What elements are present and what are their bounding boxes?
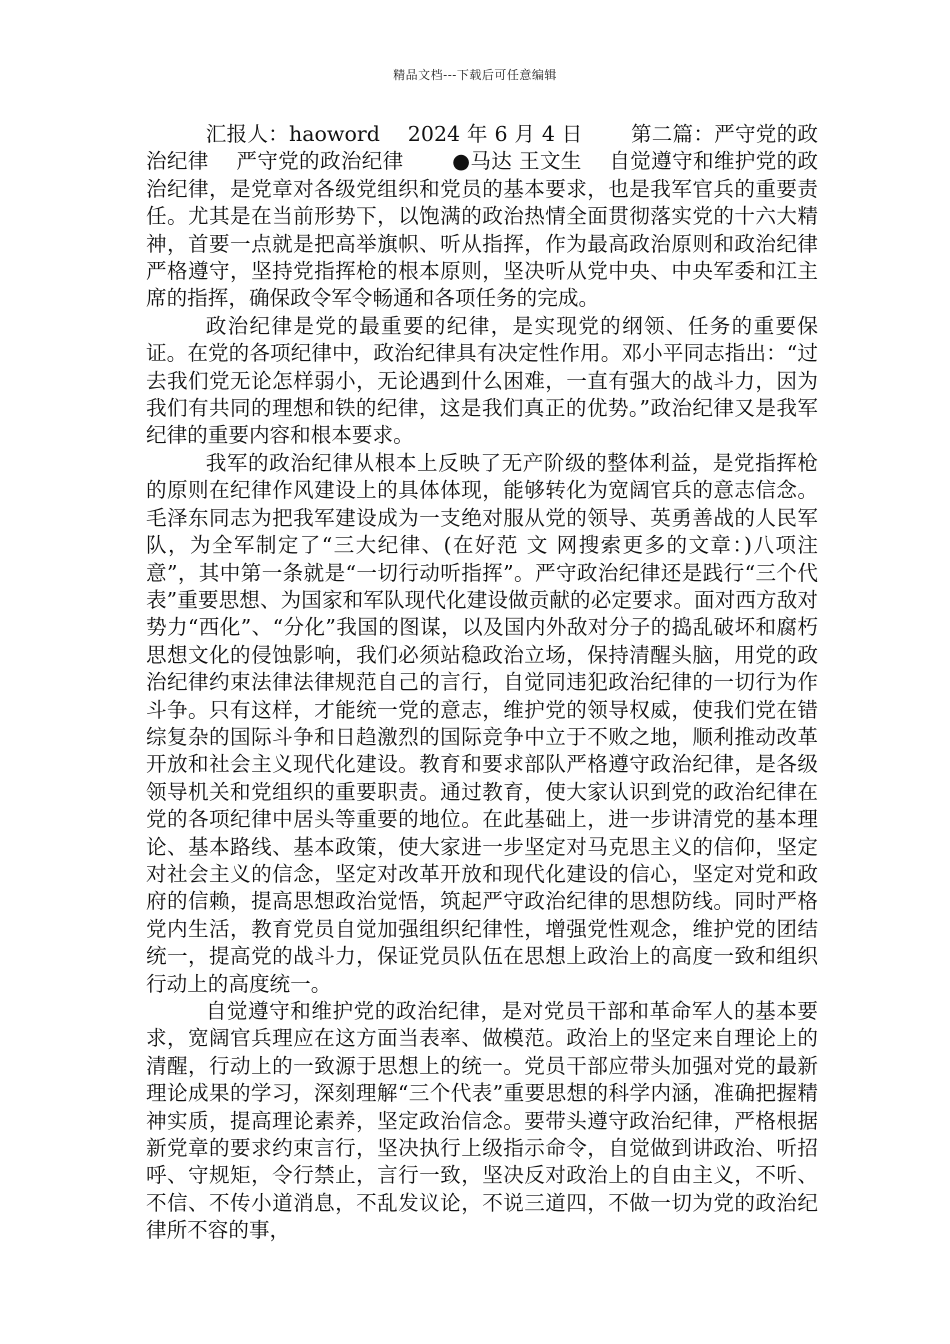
paragraph-2: 政治纪律是党的最重要的纪律，是实现党的纲领、任务的重要保证。在党的各项纪律中，政治纪律具有决定性作用。邓小平同志指出：“过去我们党无论怎样弱小，无论遇到什么困难，一直有强大的战斗力，因为我们有共同的理想和铁的纪律，这是我们真正的优势。”政治纪律又是我军纪律的重要内容和根本要求。: [146, 313, 818, 448]
paragraph-3: 我军的政治纪律从根本上反映了无产阶级的整体利益，是党指挥枪的原则在纪律作风建设上的具体体现，能够转化为宽阔官兵的意志信念。毛泽东同志为把我军建设成为一支绝对服从党的领导、英勇善战的人民军队，为全军制定了“三大纪律、(在好范 文 网搜索更多的文章：)八项注意”，其中第一条就是“一切行动听指挥”。严守政治纪律还是践行“三个代表”重要思想、为国家和军队现代化建设做贡献的必定要求。面对西方敌对势力“西化”、“分化”我国的图谋，以及国内外敌对分子的捣乱破坏和腐朽思想文化的侵蚀影响，我们必须站稳政治立场，保持清醒头脑，用党的政治纪律约束法律法律规范自己的言行，自觉同违犯政治纪律的一切行为作斗争。只有这样，才能统一党的意志，维护党的领导权威，使我们党在错综复杂的国际斗争和日趋激烈的国际竞争中立于不败之地，顺利推动改革开放和社会主义现代化建设。教育和要求部队严格遵守政治纪律，是各级领导机关和党组织的重要职责。通过教育，使大家认识到党的政治纪律在党的各项纪律中居头等重要的地位。在此基础上，进一步讲清党的基本理论、基本路线、基本政策，使大家进一步坚定对马克思主义的信仰，坚定对社会主义的信念，坚定对改革开放和现代化建设的信心，坚定对党和政府的信赖，提高思想政治觉悟，筑起严守政治纪律的思想防线。同时严格党内生活，教育党员自觉加强组织纪律性，增强党性观念，维护党的团结统一，提高党的战斗力，保证党员队伍在思想上政治上的高度一致和组织行动上的高度统一。: [146, 450, 818, 996]
header-watermark: 精品文档---下载后可任意编辑: [393, 68, 557, 82]
paragraph-4: 自觉遵守和维护党的政治纪律，是对党员干部和革命军人的基本要求，宽阔官兵理应在这方面当表率、做模范。政治上的坚定来自理论上的清醒，行动上的一致源于思想上的统一。党员干部应带头加强对党的最新理论成果的学习，深刻理解“三个代表”重要思想的科学内涵，准确把握精神实质，提高理论素养，坚定政治信念。要带头遵守政治纪律，严格根据新党章的要求约束言行，坚决执行上级指示命令，自觉做到讲政治、听招呼、守规矩，令行禁止，言行一致，坚决反对政治上的自由主义，不听、不信、不传小道消息，不乱发议论，不说三道四，不做一切为党的政治纪律所不容的事，: [146, 999, 818, 1243]
document-body: [146, 121, 818, 1245]
paragraph-1: 汇报人：haoword 2024 年 6 月 4 日 第二篇：严守党的政治纪律 严守党的政治纪律 ●马达 王文生 自觉遵守和维护党的政治纪律，是党章对各级党组织和党员的基本要求，也是我军官兵的重要责任。尤其是在当前形势下，以饱满的政治热情全面贯彻落实党的十六大精神，首要一点就是把高举旗帜、听从指挥，作为最高政治原则和政治纪律严格遵守，坚持党指挥枪的根本原则，坚决听从党中央、中央军委和江主席的指挥，确保政令军令畅通和各项任务的完成。: [146, 122, 818, 311]
